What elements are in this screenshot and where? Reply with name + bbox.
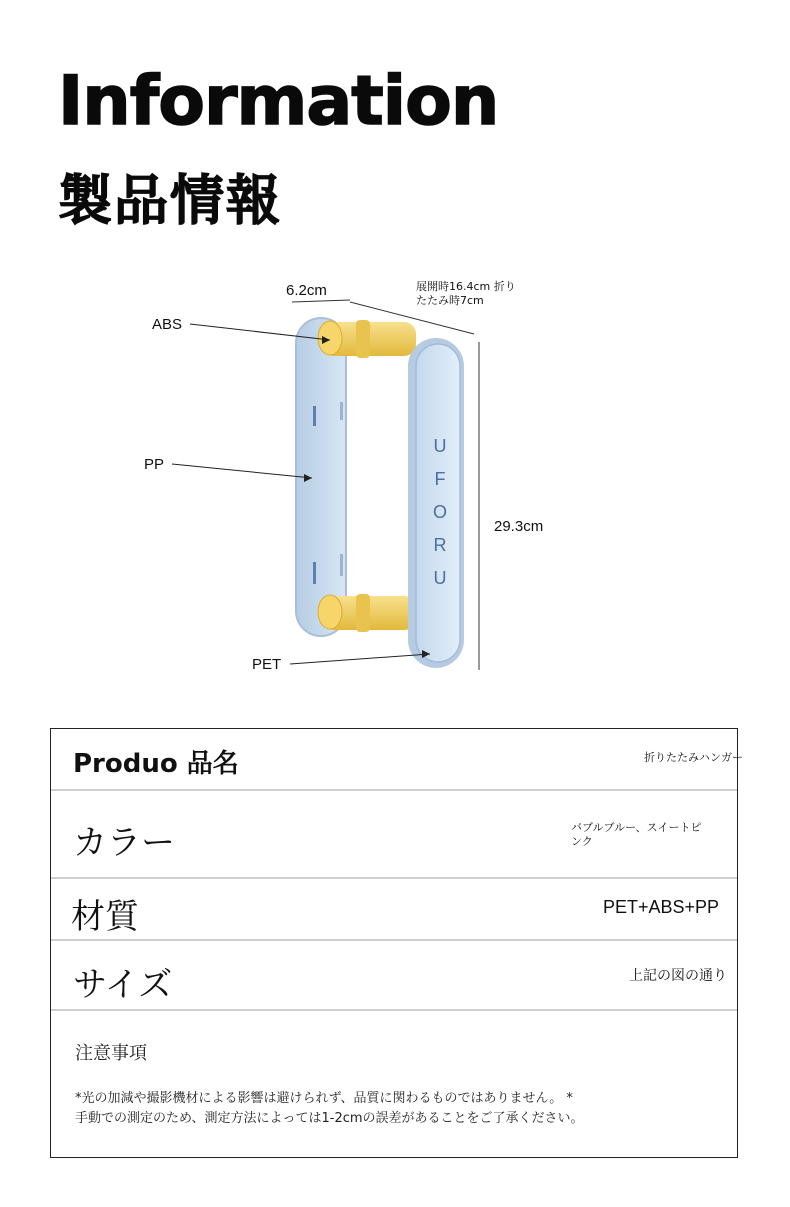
notes-title: 注意事項 — [75, 1043, 147, 1064]
product-diagram — [0, 260, 790, 700]
brand-logo — [432, 430, 448, 595]
brand-letter: U — [433, 568, 447, 588]
spec-value-name: 折りたたみハンガー — [644, 751, 743, 764]
dim-line-width — [292, 300, 350, 302]
slot — [340, 402, 343, 420]
spec-value-material: PET+ABS+PP — [602, 897, 719, 917]
brand-letter: O — [432, 502, 447, 522]
brand-letter: R — [433, 535, 447, 555]
notes-section — [75, 1039, 715, 1129]
notes-body — [75, 1089, 715, 1129]
rod-joint — [356, 320, 370, 358]
pointer-pp — [172, 464, 312, 478]
hanger-illustration — [0, 260, 790, 700]
spec-table — [50, 728, 743, 1158]
spec-row-material — [51, 879, 737, 941]
open-size-label: 展開時16.4cm 折りたたみ時7cm — [416, 280, 516, 307]
brand-letter: U — [433, 436, 447, 456]
height-label: 29.3cm — [494, 518, 544, 535]
spec-value-color: バブルブルー、スイートピンク — [571, 821, 702, 848]
slot — [340, 554, 343, 576]
pointer-pet — [290, 654, 430, 664]
rod-cap — [318, 321, 342, 355]
spec-value-size: 上記の図の通り — [629, 968, 727, 984]
spec-row-size — [51, 941, 737, 1011]
spec-key-name: Produo 品名 — [73, 749, 239, 779]
spec-row-color — [51, 791, 737, 879]
part-label-abs: ABS — [152, 316, 183, 333]
slot — [313, 562, 316, 584]
rod-joint — [356, 594, 370, 632]
notes-line: 手動での測定のため、測定方法によっては1-2cmの誤差があることをご了承ください。 — [75, 1111, 584, 1126]
page-subtitle: 製品情報 — [58, 169, 282, 232]
rod-cap — [318, 595, 342, 629]
notes-line: *光の加減や撮影機材による影響は避けられず、品質に関わるものではありません。 * — [75, 1091, 573, 1106]
page-title: Information — [58, 62, 499, 141]
brand-letter: F — [434, 469, 446, 489]
spec-key-material: 材質 — [71, 897, 139, 937]
spec-key-color: カラー — [73, 823, 175, 863]
slot — [313, 406, 316, 426]
spec-key-size: サイズ — [73, 965, 173, 1005]
part-label-pet: PET — [252, 656, 282, 673]
part-label-pp: PP — [144, 456, 165, 473]
spec-row-name — [51, 729, 743, 791]
width-label: 6.2cm — [286, 282, 327, 299]
